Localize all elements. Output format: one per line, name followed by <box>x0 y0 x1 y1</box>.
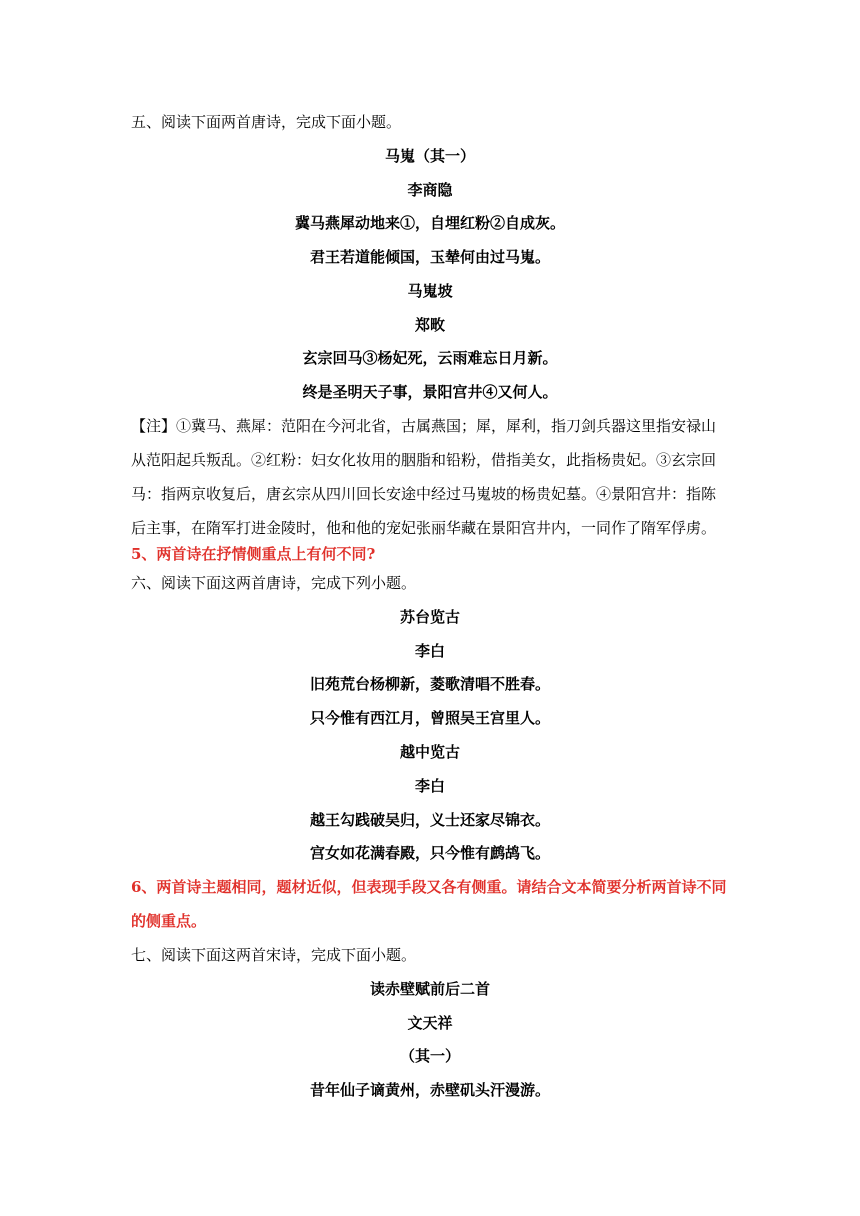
poem-title: 苏台览古 <box>399 608 460 626</box>
poem-author: 李商隐 <box>407 181 453 199</box>
annotation-line: 马：指两京收复后，唐玄宗从四川回长安途中经过马嵬坡的杨贵妃墓。④景阳宫井：指陈 <box>131 485 717 503</box>
poem-line: 君王若道能倾国，玉辇何由过马嵬。 <box>309 248 550 266</box>
poem-line: 终是圣明天子事，景阳宫井④又何人。 <box>302 383 558 401</box>
poem-author: 李白 <box>414 777 445 795</box>
section-5-heading: 五、阅读下面两首唐诗，完成下面小题。 <box>131 113 402 131</box>
poem-author: 文天祥 <box>407 1014 453 1032</box>
poem-line: 越王勾践破吴归，义士还家尽锦衣。 <box>309 811 550 829</box>
annotation-line: 【注】①冀马、燕犀：范阳在今河北省，古属燕国；犀，犀利，指刀剑兵器这里指安禄山 <box>131 417 717 435</box>
question-6-line: 的侧重点。 <box>131 912 207 930</box>
poem-title: 马嵬坡 <box>407 282 453 300</box>
poem-author: 李白 <box>414 642 445 660</box>
poem-line: 宫女如花满春殿，只今惟有鹧鸪飞。 <box>309 844 550 862</box>
poem-subtitle: （其一） <box>399 1047 460 1065</box>
question-5: 5、两首诗在抒情侧重点上有何不同? <box>131 545 376 563</box>
annotation-line: 后主事，在隋军打进金陵时，他和他的宠妃张丽华藏在景阳宫井内，一同作了隋军俘虏。 <box>131 519 717 537</box>
poem-title: 马嵬（其一） <box>384 147 475 165</box>
poem-title: 越中览古 <box>399 743 460 761</box>
poem-line: 昔年仙子谪黄州，赤壁矶头汗漫游。 <box>309 1081 550 1099</box>
poem-line: 玄宗回马③杨妃死，云雨难忘日月新。 <box>302 349 558 367</box>
section-6-heading: 六、阅读下面这两首唐诗，完成下列小题。 <box>131 574 417 592</box>
poem-line: 只今惟有西江月，曾照吴王宫里人。 <box>309 709 550 727</box>
poem-line: 冀马燕犀动地来①，自埋红粉②自成灰。 <box>294 214 565 232</box>
poem-line: 旧苑荒台杨柳新，菱歌清唱不胜春。 <box>309 675 550 693</box>
poem-author: 郑畋 <box>414 316 445 334</box>
annotation-line: 从范阳起兵叛乱。②红粉：妇女化妆用的胭脂和铅粉，借指美女，此指杨贵妃。③玄宗回 <box>131 451 717 469</box>
section-7-heading: 七、阅读下面这两首宋诗，完成下面小题。 <box>131 946 417 964</box>
question-6-line: 6、两首诗主题相同，题材近似，但表现手段又各有侧重。请结合文本简要分析两首诗不同 <box>131 878 727 896</box>
poem-title: 读赤壁赋前后二首 <box>369 980 490 998</box>
